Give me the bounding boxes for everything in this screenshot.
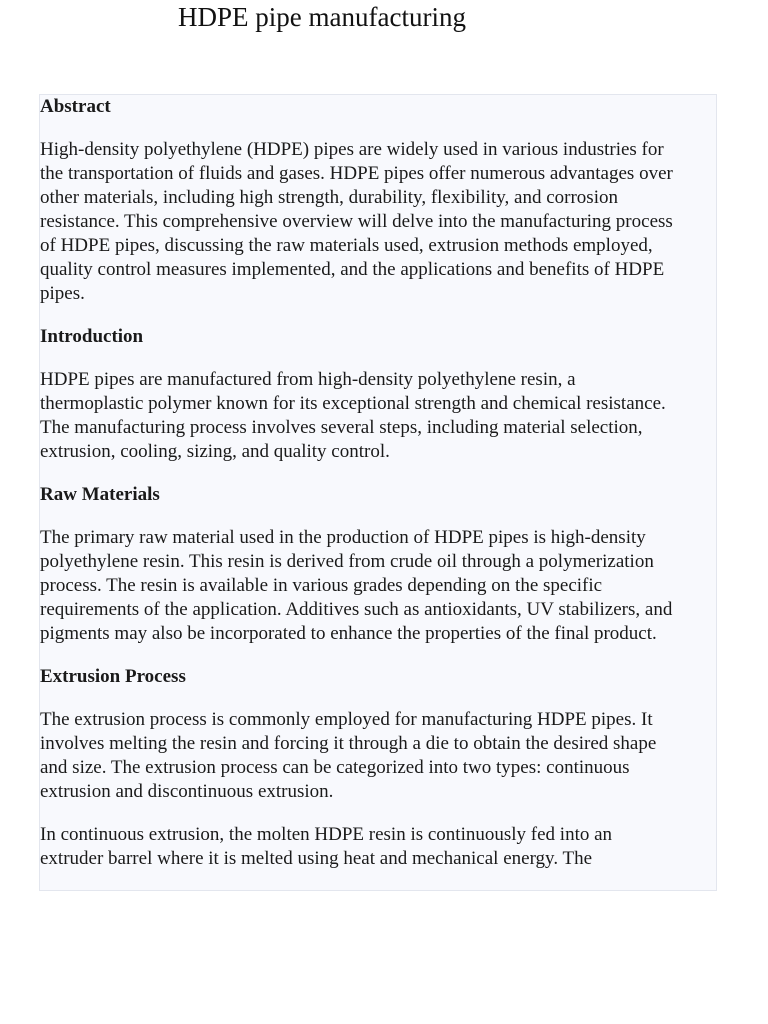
section-heading-raw-materials: Raw Materials [40,484,160,505]
extrusion-paragraph-2: In continuous extrusion, the molten HDPE resin is continuously fed into an extruder barrel where it is melted using heat and mechanical energy. The [40,824,613,869]
extrusion-paragraph-1: The extrusion process is commonly employed for manufacturing HDPE pipes. It involves melting the resin and forcing it through a die to obtain the desired shape and size. The extrusion process can be categorized into two types: continuous extrusion and discontinuous extrusion. [40,709,657,802]
section-heading-introduction: Introduction [40,326,144,347]
section-heading-abstract: Abstract [40,96,111,117]
document-title: HDPE pipe manufacturing [178,2,466,32]
section-heading-extrusion-process: Extrusion Process [40,666,186,687]
introduction-paragraph: HDPE pipes are manufactured from high-density polyethylene resin, a thermoplastic polymer known for its exceptional strength and chemical resistance. The manufacturing process involves several steps, including material selection, extrusion, cooling, sizing, and quality control. [40,369,666,462]
abstract-paragraph: High-density polyethylene (HDPE) pipes are widely used in various industries for the transportation of fluids and gases. HDPE pipes offer numerous advantages over other materials, including high strength, durability, flexibility, and corrosion resistance. This comprehensive overview will delve into the manufacturing process of HDPE pipes, discussing the raw materials used, extrusion methods employed, quality control measures implemented, and the applications and benefits of HDPE pipes. [40,139,673,304]
document-body [40,95,680,871]
raw-materials-paragraph: The primary raw material used in the production of HDPE pipes is high-density polyethylene resin. This resin is derived from crude oil through a polymerization process. The resin is available in various grades depending on the specific requirements of the application. Additives such as antioxidants, UV stabilizers, and pigments may also be incorporated to enhance the properties of the final product. [40,527,673,644]
document-content-panel[interactable] [39,94,717,891]
